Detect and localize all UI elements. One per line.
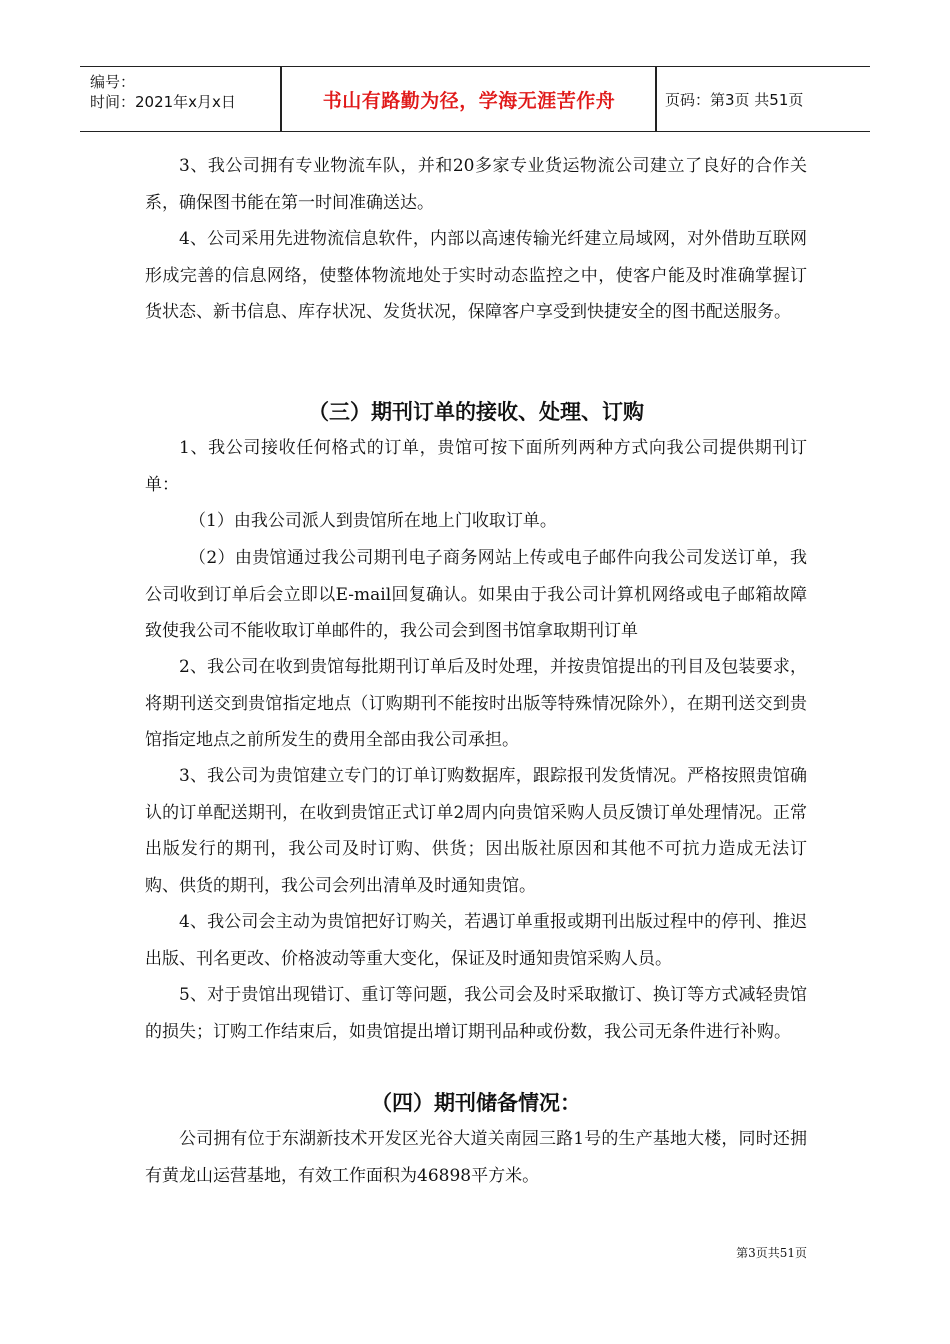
paragraph-storage-facilities: 公司拥有位于东湖新技术开发区光谷大道关南园三路1号的生产基地大楼，同时还拥有黄龙山运营基地，有效工作面积为46898平方米。 xyxy=(145,1129,807,1186)
paragraph-order-database: 3、我公司为贵馆建立专门的订单订购数据库，跟踪报刊发货情况。严格按照贵馆确认的订单配送期刊，在收到贵馆正式订单2周内向贵馆采购人员反馈订单处理情况。正常出版发行的期刊，我公司及时订购、供货；因出版社原因和其他不可抗力造成无法订购、供货的期刊，我公司会列出清单及时通知贵馆。 xyxy=(145,766,807,896)
header-divider-right xyxy=(655,67,657,131)
paragraph-order-method-1: （1）由我公司派人到贵馆所在地上门收取订单。 xyxy=(189,511,557,531)
document-number-label: 编号： xyxy=(90,73,136,91)
page-footer: 第3页共51页 xyxy=(736,1246,807,1260)
paragraph-order-changes: 4、我公司会主动为贵馆把好订购关，若遇订单重报或期刊出版过程中的停刊、推迟出版、刊名更改、价格波动等重大变化，保证及时通知贵馆采购人员。 xyxy=(145,912,807,969)
header-divider-left xyxy=(280,67,282,131)
paragraph-order-handling: 2、我公司在收到贵馆每批期刊订单后及时处理，并按贵馆提出的刊目及包装要求，将期刊送交到贵馆指定地点（订购期刊不能按时出版等特殊情况除外），在期刊送交到贵馆指定地点之前所发生的费用全部由我公司承担。 xyxy=(145,657,807,750)
header-motto: 书山有路勤为径，学海无涯苦作舟 xyxy=(322,89,616,112)
header-page-code: 页码：第3页 共51页 xyxy=(665,90,804,109)
header-meta xyxy=(90,72,280,112)
paragraph-order-errors: 5、对于贵馆出现错订、重订等问题，我公司会及时采取撤订、换订等方式减轻贵馆的损失；订购工作结束后，如贵馆提出增订期刊品种或份数，我公司无条件进行补购。 xyxy=(145,985,807,1042)
section-heading-order-processing: （三）期刊订单的接收、处理、订购 xyxy=(308,400,644,424)
document-date: 时间：2021年x月x日 xyxy=(90,93,236,111)
page-header xyxy=(80,66,870,132)
paragraph-logistics-fleet: 3、我公司拥有专业物流车队，并和20多家专业货运物流公司建立了良好的合作关系，确保图书能在第一时间准确送达。 xyxy=(145,156,807,213)
paragraph-order-formats: 1、我公司接收任何格式的订单，贵馆可按下面所列两种方式向我公司提供期刊订单： xyxy=(145,438,807,495)
section-heading-storage: （四）期刊储备情况： xyxy=(371,1091,581,1115)
paragraph-logistics-software: 4、公司采用先进物流信息软件，内部以高速传输光纤建立局域网，对外借助互联网形成完善的信息网络，使整体物流地处于实时动态监控之中，使客户能及时准确掌握订货状态、新书信息、库存状况、发货状况，保障客户享受到快捷安全的图书配送服务。 xyxy=(145,229,807,322)
paragraph-order-method-2: （2）由贵馆通过我公司期刊电子商务网站上传或电子邮件向我公司发送订单，我公司收到订单后会立即以E-mail回复确认。如果由于我公司计算机网络或电子邮箱故障致使我公司不能收取订单邮件的，我公司会到图书馆拿取期刊订单 xyxy=(145,548,807,641)
